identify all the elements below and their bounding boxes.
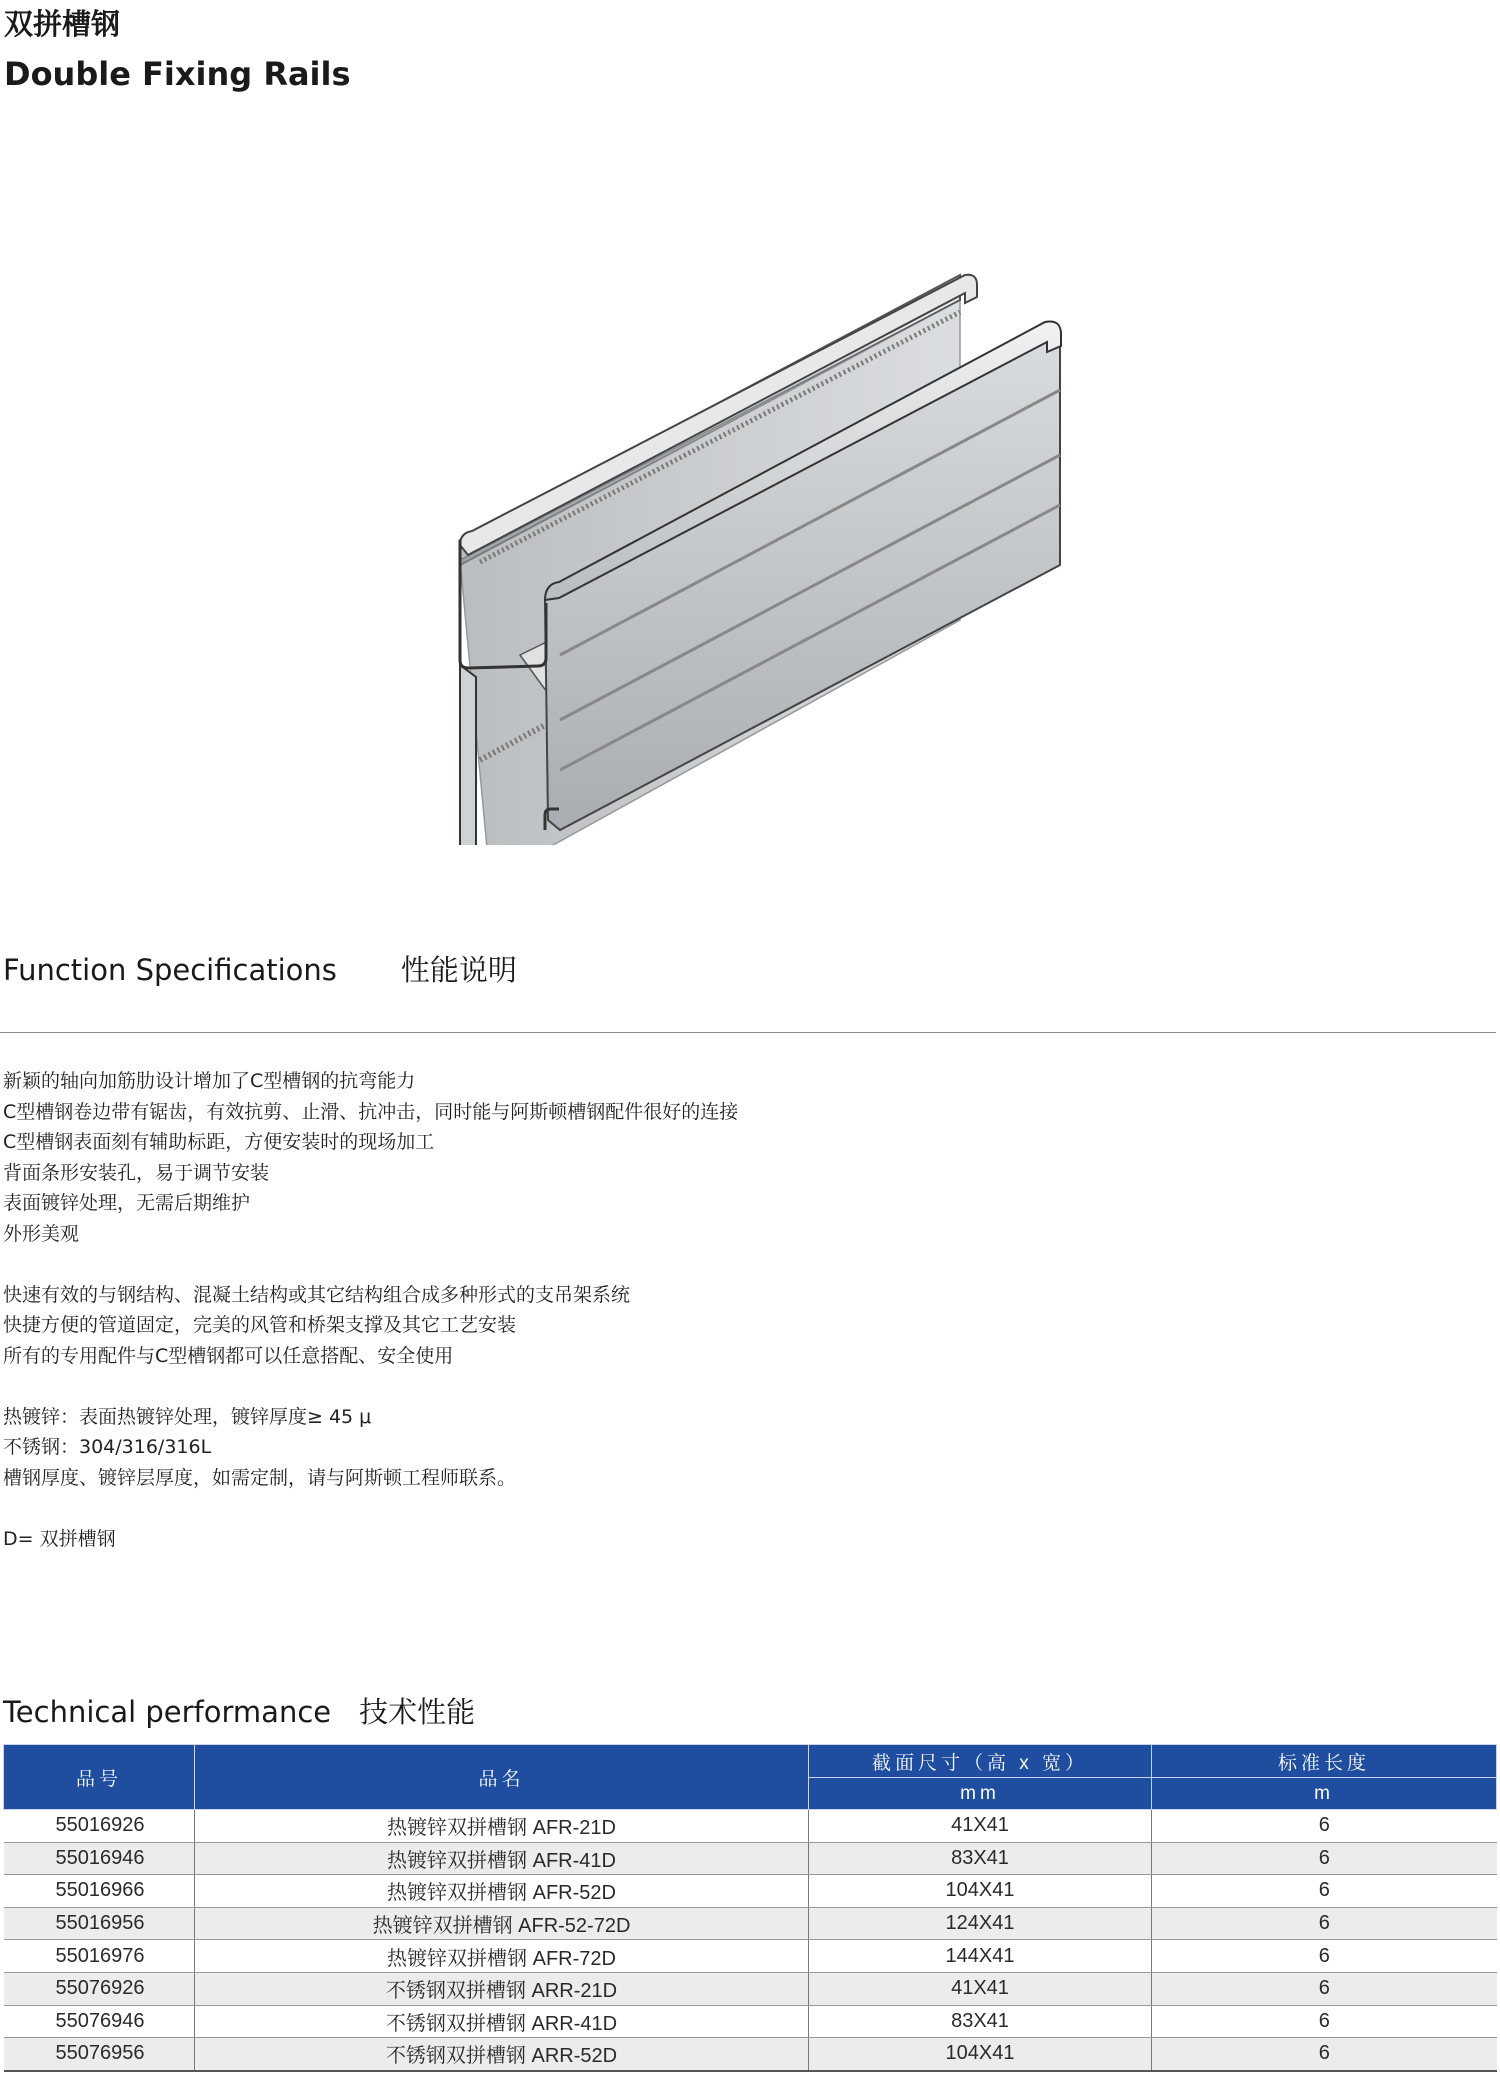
cell-code: 55016956 <box>4 1907 195 1940</box>
cell-section: 41X41 <box>809 1972 1152 2005</box>
legend-line: D= 双拼槽钢 <box>3 1527 116 1550</box>
cell-code: 55016946 <box>4 1842 195 1875</box>
material-line: 槽钢厚度、镀锌层厚度，如需定制，请与阿斯顿工程师联系。 <box>3 1466 517 1489</box>
cell-name: 热镀锌双拼槽钢 AFR-52-72D <box>195 1907 809 1940</box>
cell-section: 104X41 <box>809 1875 1152 1908</box>
section-divider <box>0 1032 1496 1033</box>
cell-length: 6 <box>1152 1940 1497 1973</box>
table-row <box>4 1875 1497 1908</box>
cell-length: 6 <box>1152 1875 1497 1908</box>
cell-name: 热镀锌双拼槽钢 AFR-21D <box>195 1810 809 1843</box>
table-row <box>4 1940 1497 1973</box>
application-group <box>3 1280 1203 1372</box>
feature-group <box>3 1066 1203 1249</box>
feature-line: C型槽钢表面刻有辅助标距，方便安装时的现场加工 <box>3 1131 435 1153</box>
application-line: 所有的专用配件与C型槽钢都可以任意搭配、安全使用 <box>3 1344 454 1367</box>
cell-code: 55076926 <box>4 1972 195 2005</box>
cell-code: 55016966 <box>4 1875 195 1908</box>
legend-group <box>3 1524 1203 1555</box>
table-row <box>4 1907 1497 1940</box>
feature-line: 表面镀锌处理，无需后期维护 <box>3 1192 251 1214</box>
header-length-unit: m <box>1152 1778 1497 1810</box>
table-row <box>4 1972 1497 2005</box>
feature-line: C型槽钢卷边带有锯齿，有效抗剪、止滑、抗冲击，同时能与阿斯顿槽钢配件很好的连接 <box>3 1100 739 1123</box>
cell-section: 41X41 <box>809 1810 1152 1843</box>
application-line: 快速有效的与钢结构、混凝土结构或其它结构组合成多种形式的支吊架系统 <box>3 1283 631 1306</box>
cell-length: 6 <box>1152 1842 1497 1875</box>
cell-name: 不锈钢双拼槽钢 ARR-52D <box>195 2038 809 2071</box>
cell-section: 83X41 <box>809 2005 1152 2038</box>
header-code: 品号 <box>4 1745 195 1810</box>
header-name: 品名 <box>195 1745 809 1810</box>
cell-length: 6 <box>1152 1907 1497 1940</box>
material-group <box>3 1402 1203 1494</box>
cell-code: 55016976 <box>4 1940 195 1973</box>
application-line: 快捷方便的管道固定，完美的风管和桥架支撑及其它工艺安装 <box>3 1314 517 1336</box>
function-specifications-title-cn: 性能说明 <box>400 953 517 987</box>
cell-section: 83X41 <box>809 1842 1152 1875</box>
table-row <box>4 2005 1497 2038</box>
feature-line: 新颖的轴向加筋肋设计增加了C型槽钢的抗弯能力 <box>3 1070 416 1092</box>
technical-performance-title-en: Technical performance <box>3 1695 332 1729</box>
function-specifications-title-en: Function Specifications <box>3 953 337 987</box>
feature-line: 背面条形安装孔，易于调节安装 <box>3 1161 270 1184</box>
cell-code: 55016926 <box>4 1810 195 1843</box>
cell-length: 6 <box>1152 1810 1497 1843</box>
cell-section: 144X41 <box>809 1940 1152 1973</box>
cell-length: 6 <box>1152 2038 1497 2071</box>
technical-performance-heading <box>3 1692 475 1732</box>
cell-length: 6 <box>1152 2005 1497 2038</box>
header-standard-length: 标准长度 <box>1152 1745 1497 1778</box>
cell-name: 热镀锌双拼槽钢 AFR-52D <box>195 1875 809 1908</box>
page-title-cn: 双拼槽钢 <box>4 7 121 41</box>
function-description <box>3 1066 1203 1585</box>
function-specifications-heading <box>3 950 517 990</box>
table-row <box>4 2038 1497 2071</box>
technical-table <box>3 1744 1497 2072</box>
feature-line: 外形美观 <box>3 1222 80 1245</box>
cell-code: 55076956 <box>4 2038 195 2071</box>
cell-name: 热镀锌双拼槽钢 AFR-72D <box>195 1940 809 1973</box>
page-title-en: Double Fixing Rails <box>4 55 351 93</box>
cell-section: 124X41 <box>809 1907 1152 1940</box>
material-line: 热镀锌：表面热镀锌处理，镀锌厚度≥ 45 μ <box>3 1405 372 1428</box>
cell-name: 不锈钢双拼槽钢 ARR-21D <box>195 1972 809 2005</box>
table-row <box>4 1842 1497 1875</box>
table-row <box>4 1810 1497 1843</box>
cell-name: 不锈钢双拼槽钢 ARR-41D <box>195 2005 809 2038</box>
cell-length: 6 <box>1152 1972 1497 2005</box>
cell-code: 55076946 <box>4 2005 195 2038</box>
technical-performance-title-cn: 技术性能 <box>359 1695 476 1729</box>
material-line: 不锈钢：304/316/316L <box>3 1436 212 1458</box>
double-rail-illustration <box>430 255 1090 845</box>
cell-name: 热镀锌双拼槽钢 AFR-41D <box>195 1842 809 1875</box>
header-section-size: 截面尺寸（高 x 宽） <box>809 1745 1152 1778</box>
header-section-unit: mm <box>809 1778 1152 1810</box>
cell-section: 104X41 <box>809 2038 1152 2071</box>
